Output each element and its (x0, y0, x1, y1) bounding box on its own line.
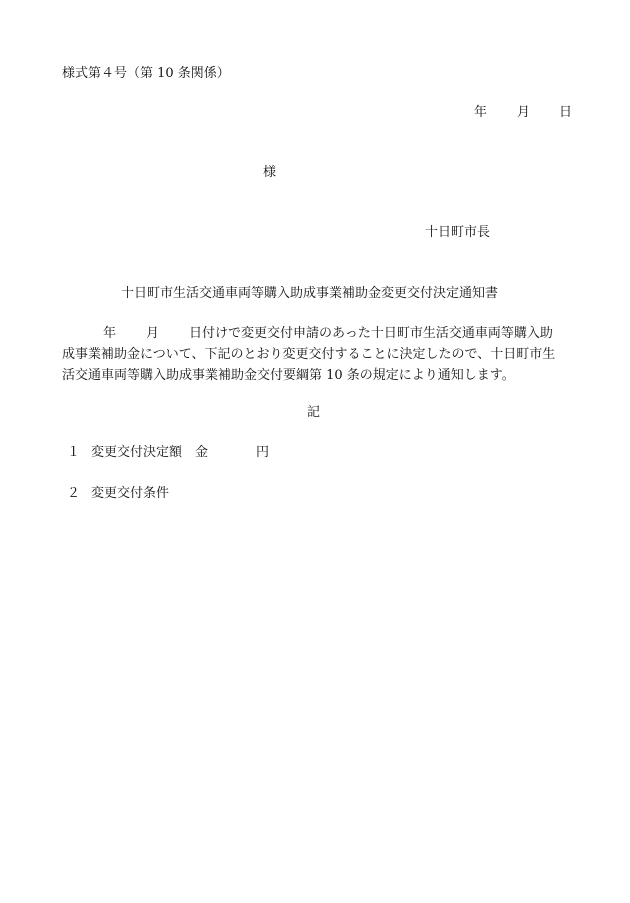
body-month: 月 (146, 326, 160, 341)
item-change-amount (67, 446, 269, 459)
date-month: 月 (517, 105, 531, 120)
body-line-1 (62, 323, 582, 344)
item-number: ２ (67, 486, 81, 501)
amount-prefix: 金 (195, 445, 209, 460)
date-line (474, 106, 572, 119)
document-title: 十日町市生活交通車両等購入助成事業補助金変更交付決定通知書 (121, 286, 499, 301)
amount-unit: 円 (256, 445, 270, 460)
ki-heading: 記 (307, 405, 321, 420)
issuer-name: 十日町市長 (425, 225, 491, 240)
body-paragraph (62, 323, 582, 386)
body-line-3: 活交通車両等購入助成事業補助金交付要綱第 10 条の規定により通知します。 (62, 368, 515, 383)
date-day: 日 (559, 105, 573, 120)
body-line-1-text: 日付けで変更交付申請のあった十日町市生活交通車両等購入助 (189, 326, 553, 341)
item-label: 変更交付条件 (91, 486, 170, 501)
form-number-label: 様式第４号（第 10 条関係） (62, 66, 230, 81)
body-line-2: 成事業補助金について、下記のとおり変更交付することに決定したので、十日町市生 (62, 347, 556, 362)
item-change-conditions (67, 487, 169, 500)
item-label: 変更交付決定額 (91, 445, 183, 460)
item-number: １ (67, 445, 81, 460)
date-year: 年 (474, 105, 488, 120)
recipient-suffix: 様 (263, 165, 277, 180)
body-year: 年 (103, 326, 117, 341)
